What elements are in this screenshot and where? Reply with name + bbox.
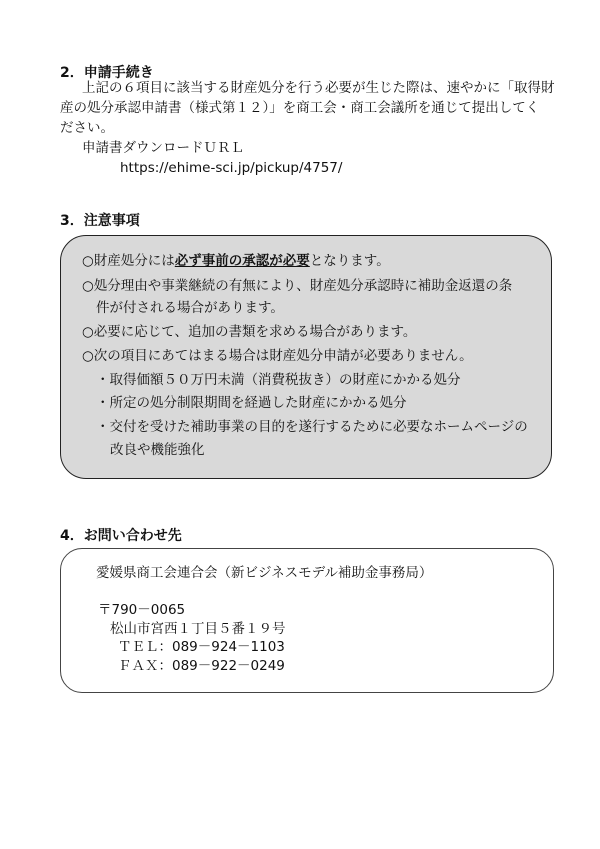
section2-heading: 2．申請手続き <box>60 65 154 81</box>
notice-subitem-1: ・取得価額５０万円未満（消費税抜き）の財産にかかる処分 <box>96 372 461 388</box>
notice-item-3: ○必要に応じて、追加の書類を求める場合があります。 <box>82 324 417 340</box>
contact-tel: ＴＥＬ：089－924－1103 <box>118 639 285 655</box>
contact-organization: 愛媛県商工会連合会（新ビジネスモデル補助金事務局） <box>96 565 433 581</box>
notice-item-4: ○次の項目にあてはまる場合は財産処分申請が必要ありません。 <box>82 348 473 364</box>
section2-paragraph-line-3: ださい。 <box>60 120 114 136</box>
contact-address: 松山市宮西１丁目５番１９号 <box>110 621 286 637</box>
download-url-label: 申請書ダウンロードＵＲＬ <box>82 140 244 156</box>
notice-subitem-3-line-1: ・交付を受けた補助事業の目的を遂行するために必要なホームページの <box>96 419 528 435</box>
contact-fax: ＦＡＸ：089－922－0249 <box>118 658 285 674</box>
section2-paragraph-line-2: 産の処分承認申請書（様式第１２）」を商工会・商工会議所を通じて提出してく <box>60 100 540 116</box>
notice-item-2-line-1: ○処分理由や事業継続の有無により、財産処分承認時に補助金返還の条 <box>82 278 513 294</box>
notice-item-1-suffix: となります。 <box>309 253 390 269</box>
section4-heading: 4．お問い合わせ先 <box>60 528 182 544</box>
notice-item-1-prefix: ○財産処分には <box>82 253 175 269</box>
contact-postal-code: 〒790－0065 <box>98 602 186 618</box>
section2-paragraph-line-1: 上記の６項目に該当する財産処分を行う必要が生じた際は、速やかに「取得財 <box>82 80 555 96</box>
notice-subitem-2: ・所定の処分制限期間を経過した財産にかかる処分 <box>96 395 407 411</box>
notice-item-1 <box>82 251 390 271</box>
download-url-link[interactable]: https://ehime-sci.jp/pickup/4757/ <box>120 160 343 176</box>
notice-subitem-3-line-2: 改良や機能強化 <box>110 442 205 458</box>
notice-item-1-emphasis: 必ず事前の承認が必要 <box>174 253 310 269</box>
notice-item-2-line-2: 件が付される場合があります。 <box>96 300 284 316</box>
section3-heading: 3．注意事項 <box>60 213 140 229</box>
